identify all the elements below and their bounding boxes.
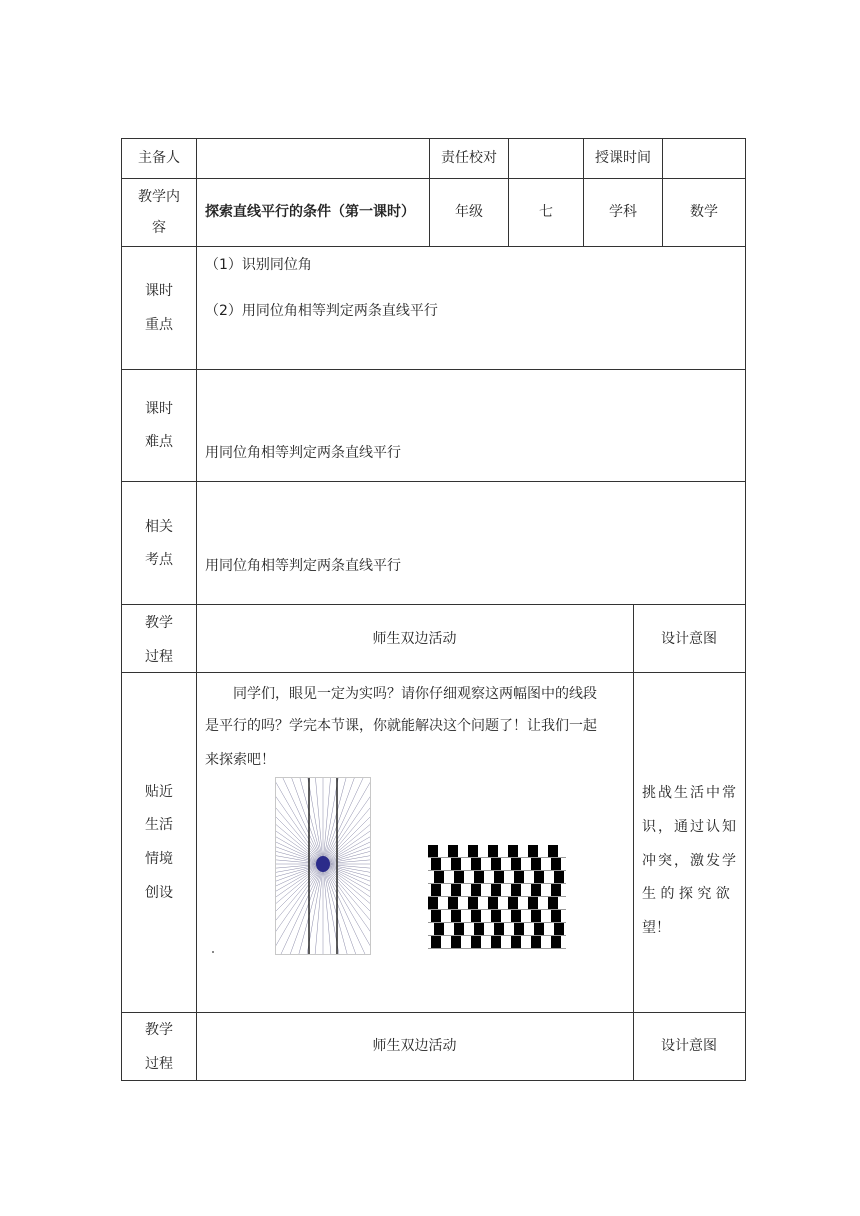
exam-points-text: 用同位角相等判定两条直线平行 [205,558,401,574]
hering-illusion-figure [276,778,370,954]
process-label: 教学 [145,1022,173,1038]
subject-value: 数学 [690,204,718,220]
subject-label: 学科 [609,204,637,220]
cafe-wall-illusion-image [428,845,566,951]
intent-line: 生 的 探 究 欲 [642,886,730,902]
content-label: 容 [152,220,166,236]
table-border-right [745,138,746,1081]
intent-line: 挑战生活中常 [642,785,738,801]
intent-line: 望！ [642,920,670,936]
row-divider [121,246,746,247]
lesson-time-label: 授课时间 [595,150,651,166]
intro-label: 情境 [145,851,173,867]
lesson-title: 探索直线平行的条件（第一课时） [205,204,415,220]
intro-label: 贴近 [145,784,173,800]
grade-value: 七 [539,204,553,220]
column-divider [633,604,634,1081]
proofreader-label: 责任校对 [441,150,497,166]
intro-paragraph-line: 是平行的吗？学完本节课，你就能解决这个问题了！让我们一起 [205,718,597,734]
intro-paragraph-line: 来探索吧！ [205,752,275,768]
cafe-wall-illusion-figure [428,845,566,951]
intent-header: 设计意图 [661,631,717,647]
activity-header: 师生双边活动 [372,631,457,647]
row-divider [121,604,746,605]
process-label: 教学 [145,615,173,631]
stray-dot [212,951,214,953]
process-label: 过程 [145,1056,173,1072]
hering-illusion-image [275,777,371,955]
row-divider [121,369,746,370]
lead-teacher-label: 主备人 [138,150,180,166]
intent-line: 识，通过认知 [642,819,738,835]
difficulty-label: 课时 [145,401,173,417]
table-border-left [121,138,122,1081]
intro-label: 生活 [145,817,173,833]
column-divider [196,138,197,1081]
table-border-bottom [121,1080,746,1081]
intro-label: 创设 [145,885,173,901]
row-divider [121,1012,746,1013]
grade-label: 年级 [455,204,483,220]
activity-header: 师生双边活动 [372,1038,457,1054]
content-label: 教学内 [138,189,180,205]
process-label: 过程 [145,649,173,665]
row-divider [121,178,746,179]
intent-header: 设计意图 [661,1038,717,1054]
intro-paragraph-line: 同学们，眼见一定为实吗？请你仔细观察这两幅图中的线段 [233,686,597,702]
table-border-top [121,138,746,139]
exam-points-label: 考点 [145,552,173,568]
key-points-label: 课时 [145,283,173,299]
key-point-item: （2）用同位角相等判定两条直线平行 [205,303,438,319]
exam-points-label: 相关 [145,519,173,535]
difficulty-label: 难点 [145,434,173,450]
row-divider [121,481,746,482]
key-points-label: 重点 [145,317,173,333]
key-point-item: （1）识别同位角 [205,257,312,273]
intent-line: 冲突，激发学 [642,853,738,869]
difficulty-text: 用同位角相等判定两条直线平行 [205,445,401,461]
row-divider [121,672,746,673]
